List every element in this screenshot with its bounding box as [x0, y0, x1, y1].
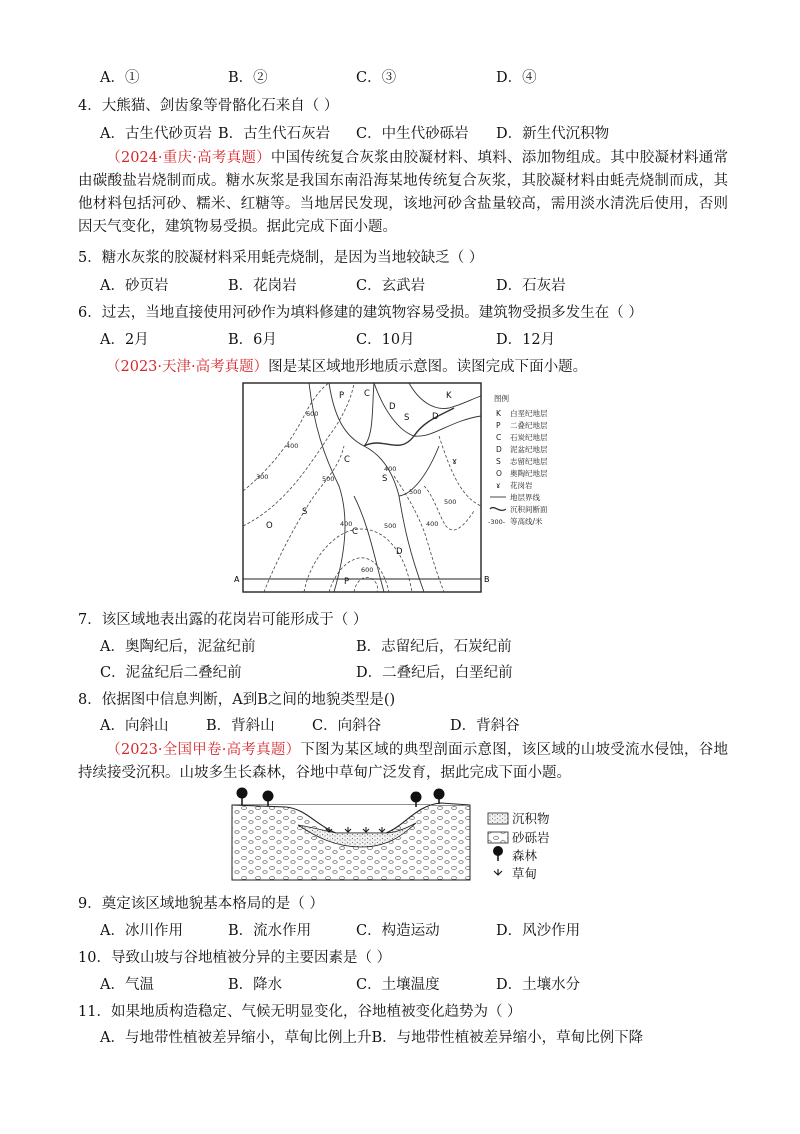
legend-symbol: O [496, 469, 502, 478]
contour-label: 400 [426, 520, 439, 528]
contour-label: 600 [361, 566, 374, 574]
q9-option-a: A．冰川作用 [100, 923, 183, 939]
legend-label: 等高线/米 [510, 517, 543, 526]
stratum-label: S [382, 474, 388, 484]
legend-label: 沉积物 [512, 811, 550, 826]
q4-option-c: C．中生代砂砾岩 [356, 126, 469, 142]
legend-label: 白垩纪地层 [510, 409, 548, 418]
passage-1-source: （2024·重庆·高考真题） [106, 150, 271, 166]
point-b-label: B [484, 575, 490, 584]
q4-option-b: B．古生代石灰岩 [218, 126, 331, 142]
legend-gravel-swatch [488, 832, 508, 843]
contour-label: 500 [409, 488, 422, 496]
forest-tree [434, 789, 444, 804]
legend-unconformity-line [490, 508, 506, 511]
legend-label: 花岗岩 [510, 481, 533, 490]
stratum-label: ɤ [452, 457, 458, 467]
legend-label: 石炭纪地层 [510, 433, 548, 442]
forest-tree [263, 791, 273, 806]
q5-option-a: A．砂页岩 [100, 278, 169, 294]
legend-symbol: K [496, 409, 501, 418]
stratum-label: K [446, 391, 452, 401]
q5-option-b: B．花岗岩 [228, 278, 297, 294]
q11-options: A．与地带性植被差异缩小，草甸比例上升B．与地带性植被差异缩小，草甸比例下降 [100, 1030, 644, 1046]
profile-diagram [226, 785, 572, 885]
q9-option-d: D．风沙作用 [496, 923, 581, 939]
legend-symbol: ɤ [496, 481, 501, 490]
stratum-label: C [364, 389, 370, 399]
q4-option-d: D．新生代沉积物 [496, 126, 610, 142]
passage-3-text: 下图为某区域的典型剖面示意图，该区域的山坡受流水侵蚀，谷地持续接受沉积。山坡多生长森林，谷地中草甸广泛发育，据此完成下面小题。 [78, 742, 729, 781]
contour-label: 400 [340, 520, 353, 528]
stratum-label: S [302, 507, 308, 517]
q5-stem: 5．糖水灰浆的胶凝材料采用蚝壳烧制，是因为当地较缺乏（ ） [78, 250, 484, 266]
q7-option-b: B．志留纪后，石炭纪前 [356, 639, 512, 655]
legend-label: 奥陶纪地层 [510, 469, 548, 478]
contour-label: 600 [306, 410, 319, 418]
legend-label: 砂砾岩 [512, 830, 550, 845]
q11-stem: 11．如果地质构造稳定、气候无明显变化，谷地植被变化趋势为（ ） [78, 1004, 522, 1020]
stratum-label: P [344, 577, 350, 587]
contour-label: 400 [286, 442, 299, 450]
contour-label: 400 [384, 465, 397, 473]
stratum-label: P [339, 391, 345, 401]
q8-stem: 8．依据图中信息判断，A到B之间的地貌类型是() [78, 692, 396, 708]
q5-option-d: D．石灰岩 [496, 278, 566, 294]
q6-option-d: D．12月 [496, 332, 556, 348]
q3-option-b: B．② [228, 70, 268, 86]
legend-label: 森林 [512, 848, 538, 863]
q10-option-c: C．土壤温度 [356, 977, 440, 993]
q6-option-a: A．2月 [100, 332, 149, 348]
legend-tree-icon [493, 846, 503, 861]
legend-symbol: -300- [488, 518, 506, 526]
q7-option-d: D．二叠纪后，白垩纪前 [356, 665, 513, 681]
stratum-label: D [389, 402, 396, 412]
contour-label: 500 [444, 498, 457, 506]
q3-option-a: A．① [100, 70, 140, 86]
passage-2-source: （2023·天津·高考真题） [106, 359, 269, 375]
legend-label: 沉积间断面 [510, 505, 548, 514]
legend-symbol: D [496, 445, 502, 454]
legend-title: 图例 [494, 394, 509, 403]
passage-2 [106, 355, 587, 376]
legend-label: 地层界线 [510, 493, 540, 502]
contour-label: 500 [384, 522, 397, 530]
q6-option-b: B．6月 [228, 332, 277, 348]
q6-stem: 6．过去，当地直接使用河砂作为填料修建的建筑物容易受损。建筑物受损多发生在（ ） [78, 305, 643, 321]
legend-label: 泥盆纪地层 [510, 445, 548, 454]
passage-3-source: （2023·全国甲卷·高考真题） [106, 742, 301, 758]
q9-option-b: B．流水作用 [228, 923, 312, 939]
stratum-label: C [344, 455, 350, 465]
legend-symbol: P [496, 421, 501, 430]
stratum-label: C [352, 527, 358, 537]
contour-label: 500 [322, 475, 335, 483]
legend-label: 草甸 [512, 866, 538, 881]
q9-stem: 9．奠定该区域地貌基本格局的是（ ） [78, 896, 324, 912]
legend-symbol: S [496, 457, 501, 466]
stratum-label: S [404, 413, 410, 423]
q3-option-c: C．③ [356, 70, 397, 86]
q10-stem: 10．导致山坡与谷地植被分异的主要因素是（ ） [78, 950, 392, 966]
passage-3 [78, 739, 728, 785]
q8-option-d: D．背斜谷 [450, 718, 520, 734]
q5-option-c: C．玄武岩 [356, 278, 426, 294]
point-a-label: A [234, 575, 240, 584]
q7-option-a: A．奥陶纪后，泥盆纪前 [100, 639, 256, 655]
passage-1-text: 中国传统复合灰浆由胶凝材料、填料、添加物组成。其中胶凝材料通常由碳酸盐岩烧制而成。糖水灰浆是我国东南沿海某地传统复合灰浆，其胶凝材料由蚝壳烧制而成，其他材料包括河砂、糯米、红糖等。当地居民发现，该地河砂含盐量较高，需用淡水清洗后使用，否则因天气变化，建筑物易受损。据此完成下面小题。 [78, 150, 728, 235]
q8-option-c: C．向斜谷 [312, 718, 382, 734]
stratum-label: D [396, 547, 403, 557]
passage-2-text: 图是某区域地形地质示意图。读图完成下面小题。 [268, 359, 588, 375]
contour-label: 300 [256, 473, 269, 481]
legend-label: 志留纪地层 [510, 457, 548, 466]
stratum-label: O [266, 521, 273, 531]
legend-symbol: C [496, 433, 502, 442]
q7-option-c: C．泥盆纪后二叠纪前 [100, 665, 242, 681]
q7-stem: 7．该区域地表出露的花岗岩可能形成于（ ） [78, 612, 368, 628]
q10-option-b: B．降水 [228, 977, 283, 993]
forest-tree [237, 788, 247, 805]
legend-sediment-swatch [488, 813, 508, 824]
q4-option-a: A．古生代砂页岩 [100, 126, 212, 142]
q10-option-d: D．土壤水分 [496, 977, 581, 993]
legend-label: 二叠纪地层 [510, 421, 548, 430]
q9-option-c: C．构造运动 [356, 923, 440, 939]
q3-option-d: D．④ [496, 70, 537, 86]
geologic-map [234, 376, 564, 598]
stratum-label: D [432, 412, 439, 422]
q4-stem: 4．大熊猫、剑齿象等骨骼化石来自（ ） [78, 98, 339, 114]
q8-option-a: A．向斜山 [100, 718, 169, 734]
passage-1 [78, 147, 728, 239]
q10-option-a: A．气温 [100, 977, 154, 993]
q8-option-b: B．背斜山 [206, 718, 275, 734]
q6-option-c: C．10月 [356, 332, 415, 348]
legend-grass-icon [494, 869, 502, 875]
